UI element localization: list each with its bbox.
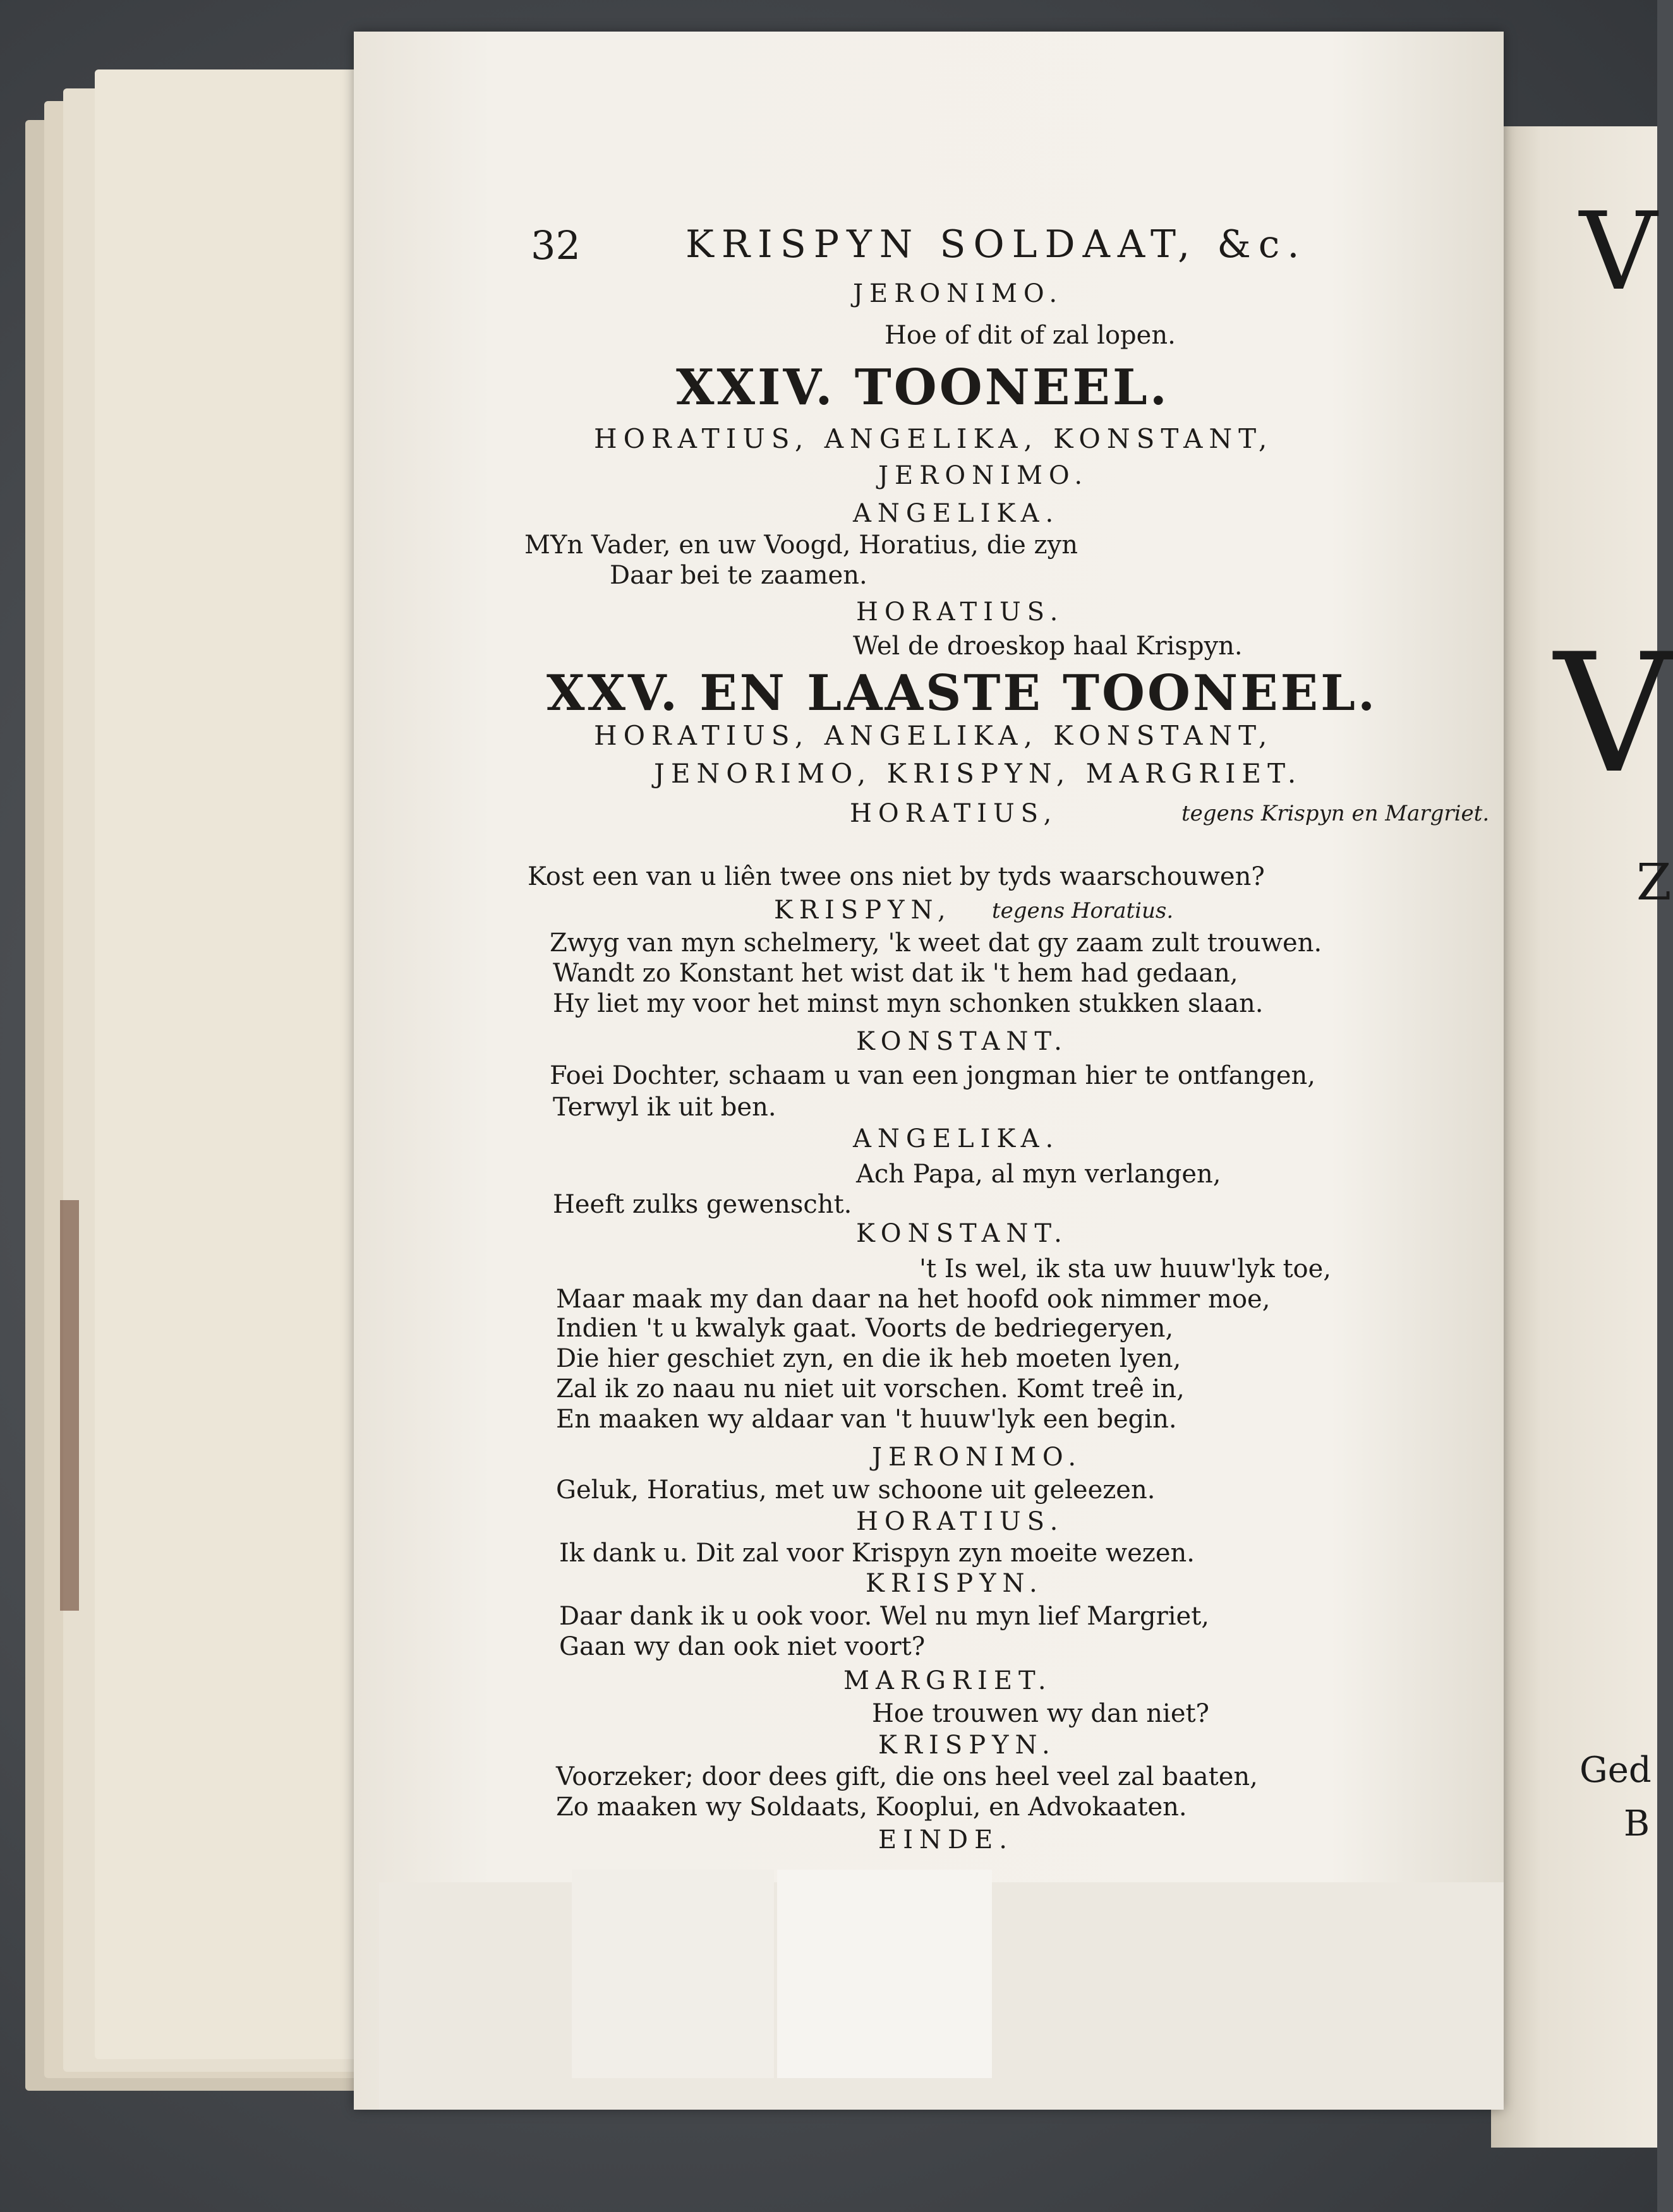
facing-page-fragment: Ged — [1579, 1750, 1652, 1791]
verse-line: Indien 't u kwalyk gaat. Voorts de bedriegeryen, — [556, 1314, 1174, 1343]
speaker-name: ANGELIKA. — [853, 1124, 1060, 1153]
spine-stain — [60, 1200, 79, 1611]
verse-line: En maaken wy aldaar van 't huuw'lyk een begin. — [556, 1405, 1177, 1434]
scene-heading: XXV. EN LAASTE TOONEEL. — [547, 664, 1378, 722]
verse-line: MYn Vader, en uw Voogd, Horatius, die zyn — [524, 531, 1078, 560]
speaker-name: KRISPYN. — [866, 1569, 1044, 1598]
verse-line: Hoe trouwen wy dan niet? — [872, 1699, 1210, 1728]
speaker-name: KONSTANT. — [856, 1027, 1068, 1056]
verse-line: Geluk, Horatius, met uw schoone uit geleezen. — [556, 1476, 1156, 1505]
speaker-name: ANGELIKA. — [853, 499, 1060, 528]
speaker-name: KONSTANT. — [856, 1219, 1068, 1248]
page-edge — [95, 69, 398, 2059]
speaker-name: JERONIMO. — [872, 1443, 1083, 1472]
speaker-name: KRISPYN. — [878, 1731, 1056, 1760]
paper-patch — [572, 1870, 774, 2078]
verse-line: Die hier geschiet zyn, en die ik heb moeten lyen, — [556, 1344, 1181, 1373]
verse-line: 't Is wel, ik sta uw huuw'lyk toe, — [919, 1254, 1331, 1283]
cast-list: JENORIMO, KRISPYN, MARGRIET. — [654, 758, 1303, 789]
verse-line: Maar maak my dan daar na het hoofd ook nimmer moe, — [556, 1285, 1271, 1314]
verse-line: Foei Dochter, schaam u van een jongman hier te ontfangen, — [550, 1061, 1316, 1090]
cast-list: JERONIMO. — [878, 461, 1089, 490]
cast-list: HORATIUS, ANGELIKA, KONSTANT, — [594, 720, 1274, 751]
speaker-name: HORATIUS, — [850, 799, 1058, 828]
verse-line: Voorzeker; door dees gift, die ons heel veel zal baaten, — [556, 1762, 1258, 1791]
verse-line: Hy liet my voor het minst myn schonken stukken slaan. — [553, 989, 1264, 1018]
verse-line: Terwyl ik uit ben. — [553, 1093, 776, 1122]
verse-line: Zal ik zo naau nu niet uit vorschen. Komt treê in, — [556, 1374, 1185, 1404]
page-number: 32 — [531, 222, 581, 268]
verse-line: Daar dank ik u ook voor. Wel nu myn lief Margriet, — [559, 1602, 1209, 1631]
facing-page-fragment: V — [1554, 619, 1673, 810]
facing-page-fragment: Z — [1636, 853, 1672, 911]
verse-line: Heeft zulks gewenscht. — [553, 1190, 852, 1219]
facing-page-fragment: B — [1624, 1803, 1650, 1844]
cast-list: HORATIUS, ANGELIKA, KONSTANT, — [594, 423, 1274, 454]
paper-patch — [777, 1870, 992, 2078]
scene-heading: XXIV. TOONEEL. — [676, 359, 1169, 416]
verse-line: Wandt zo Konstant het wist dat ik 't hem had gedaan, — [553, 959, 1238, 988]
stage-direction: tegens Krispyn en Margriet. — [1181, 801, 1490, 826]
verse-line: Kost een van u liên twee ons niet by tyds waarschouwen? — [528, 862, 1265, 891]
speaker-name: KRISPYN, — [774, 896, 952, 925]
verse-line: Ach Papa, al myn verlangen, — [856, 1160, 1221, 1189]
end-marker: EINDE. — [878, 1825, 1013, 1854]
facing-page-fragment: V — [1579, 189, 1657, 315]
verse-line: Zo maaken wy Soldaats, Kooplui, en Advokaaten. — [556, 1793, 1187, 1822]
speaker-name: HORATIUS. — [856, 1507, 1065, 1536]
facing-page — [1491, 126, 1657, 2148]
running-title: KRISPYN SOLDAAT, &c. — [686, 222, 1307, 267]
verse-line: Gaan wy dan ook niet voort? — [559, 1632, 926, 1661]
verse-line: Ik dank u. Dit zal voor Krispyn zyn moeite wezen. — [559, 1539, 1195, 1568]
speaker-name: MARGRIET. — [843, 1666, 1053, 1695]
verse-line: Wel de droeskop haal Krispyn. — [853, 632, 1243, 661]
speaker-name: JERONIMO. — [853, 279, 1064, 308]
verse-line: Hoe of dit of zal lopen. — [885, 321, 1176, 350]
speaker-name: HORATIUS. — [856, 598, 1065, 627]
stage-direction: tegens Horatius. — [992, 898, 1174, 923]
verse-line: Daar bei te zaamen. — [610, 561, 867, 590]
verse-line: Zwyg van myn schelmery, 'k weet dat gy zaam zult trouwen. — [550, 929, 1322, 958]
